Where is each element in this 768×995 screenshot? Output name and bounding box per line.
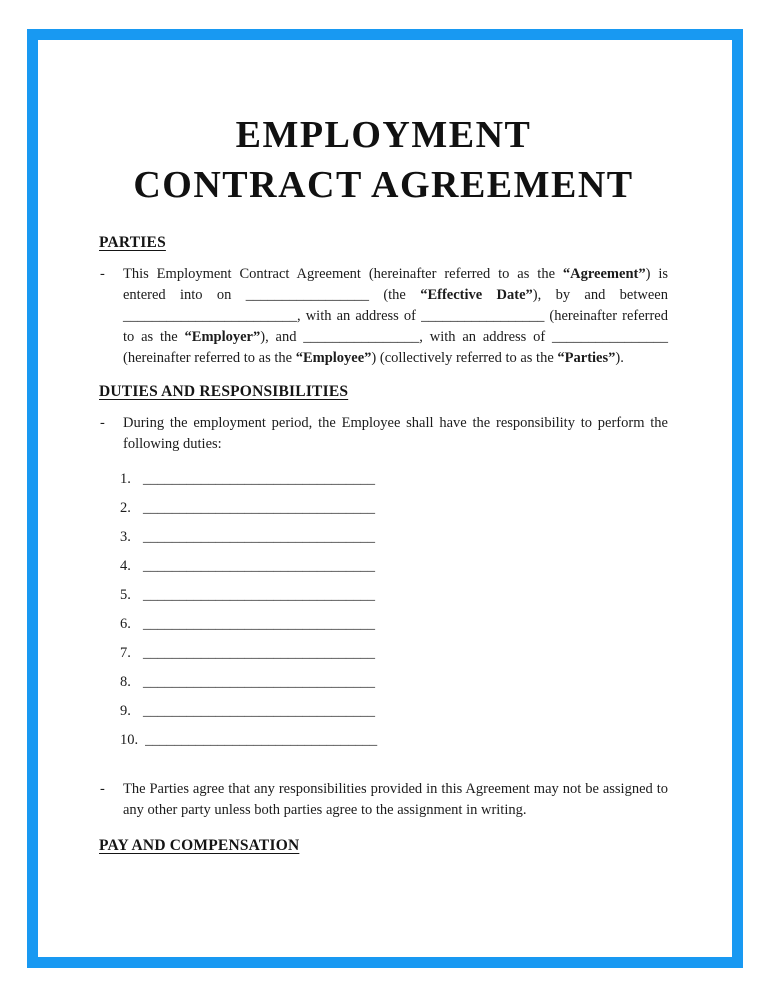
duty-line (120, 730, 668, 759)
blank-line: ________________________________ (143, 529, 375, 545)
blue-border-frame (27, 29, 743, 968)
duty-line (120, 701, 668, 730)
duty-line (120, 469, 668, 498)
duties-intro (99, 413, 668, 455)
blank-line: ________________________________ (143, 645, 375, 661)
duty-number: 6. (120, 616, 131, 632)
blank-line: ________________________________ (143, 558, 375, 574)
duty-line (120, 527, 668, 556)
blank-line: ________________________________ (143, 587, 375, 603)
blank-line: ________________________________ (143, 703, 375, 719)
blank-line: ________________________________ (145, 732, 378, 748)
duty-line (120, 498, 668, 527)
duty-number: 8. (120, 674, 131, 690)
section-heading-pay: PAY AND COMPENSATION (99, 837, 300, 854)
blank-line: ________________________________ (143, 500, 375, 516)
bullet-dash: - (100, 266, 105, 282)
duty-line (120, 672, 668, 701)
duty-number: 1. (120, 471, 131, 487)
bullet-dash: - (100, 415, 105, 431)
blank-line: ________________________________ (143, 471, 375, 487)
duty-number: 10. (120, 732, 139, 748)
page-content (38, 110, 732, 855)
duty-number: 9. (120, 703, 131, 719)
document-title (99, 110, 668, 210)
duty-line (120, 614, 668, 643)
title-line-1: EMPLOYMENT (235, 114, 532, 156)
duty-line (120, 585, 668, 614)
duty-line (120, 556, 668, 585)
duty-number: 7. (120, 645, 131, 661)
assignment-clause (99, 779, 668, 821)
bullet-dash: - (100, 781, 105, 797)
blank-line: ________________________________ (143, 674, 375, 690)
duty-number: 2. (120, 500, 131, 516)
parties-paragraph: This Employment Contract Agreement (hereinafter referred to as the “Agreement”) is entered into on _________________ (the “Effective Date”), by and between ________________________, with an address of _________________ (hereinafter referred to as the “Employer”), and ________________, with an address of ________________ (hereinafter referred to as the “Employee”) (collectively referred to as the “Parties”). (123, 266, 669, 366)
title-line-2: CONTRACT AGREEMENT (133, 164, 634, 206)
blank-line: ________________________________ (143, 616, 375, 632)
duty-number: 4. (120, 558, 131, 574)
duties-list (120, 469, 668, 759)
section-heading-parties: PARTIES (99, 234, 166, 251)
assignment-paragraph: The Parties agree that any responsibilities provided in this Agreement may not be assigned to any other party unless both parties agree to the assignment in writing. (123, 781, 668, 818)
section-heading-duties: DUTIES AND RESPONSIBILITIES (99, 383, 349, 400)
duty-number: 5. (120, 587, 131, 603)
duty-line (120, 643, 668, 672)
parties-clause (99, 264, 668, 369)
duties-intro-paragraph: During the employment period, the Employee shall have the responsibility to perform the following duties: (123, 415, 668, 452)
duty-number: 3. (120, 529, 131, 545)
